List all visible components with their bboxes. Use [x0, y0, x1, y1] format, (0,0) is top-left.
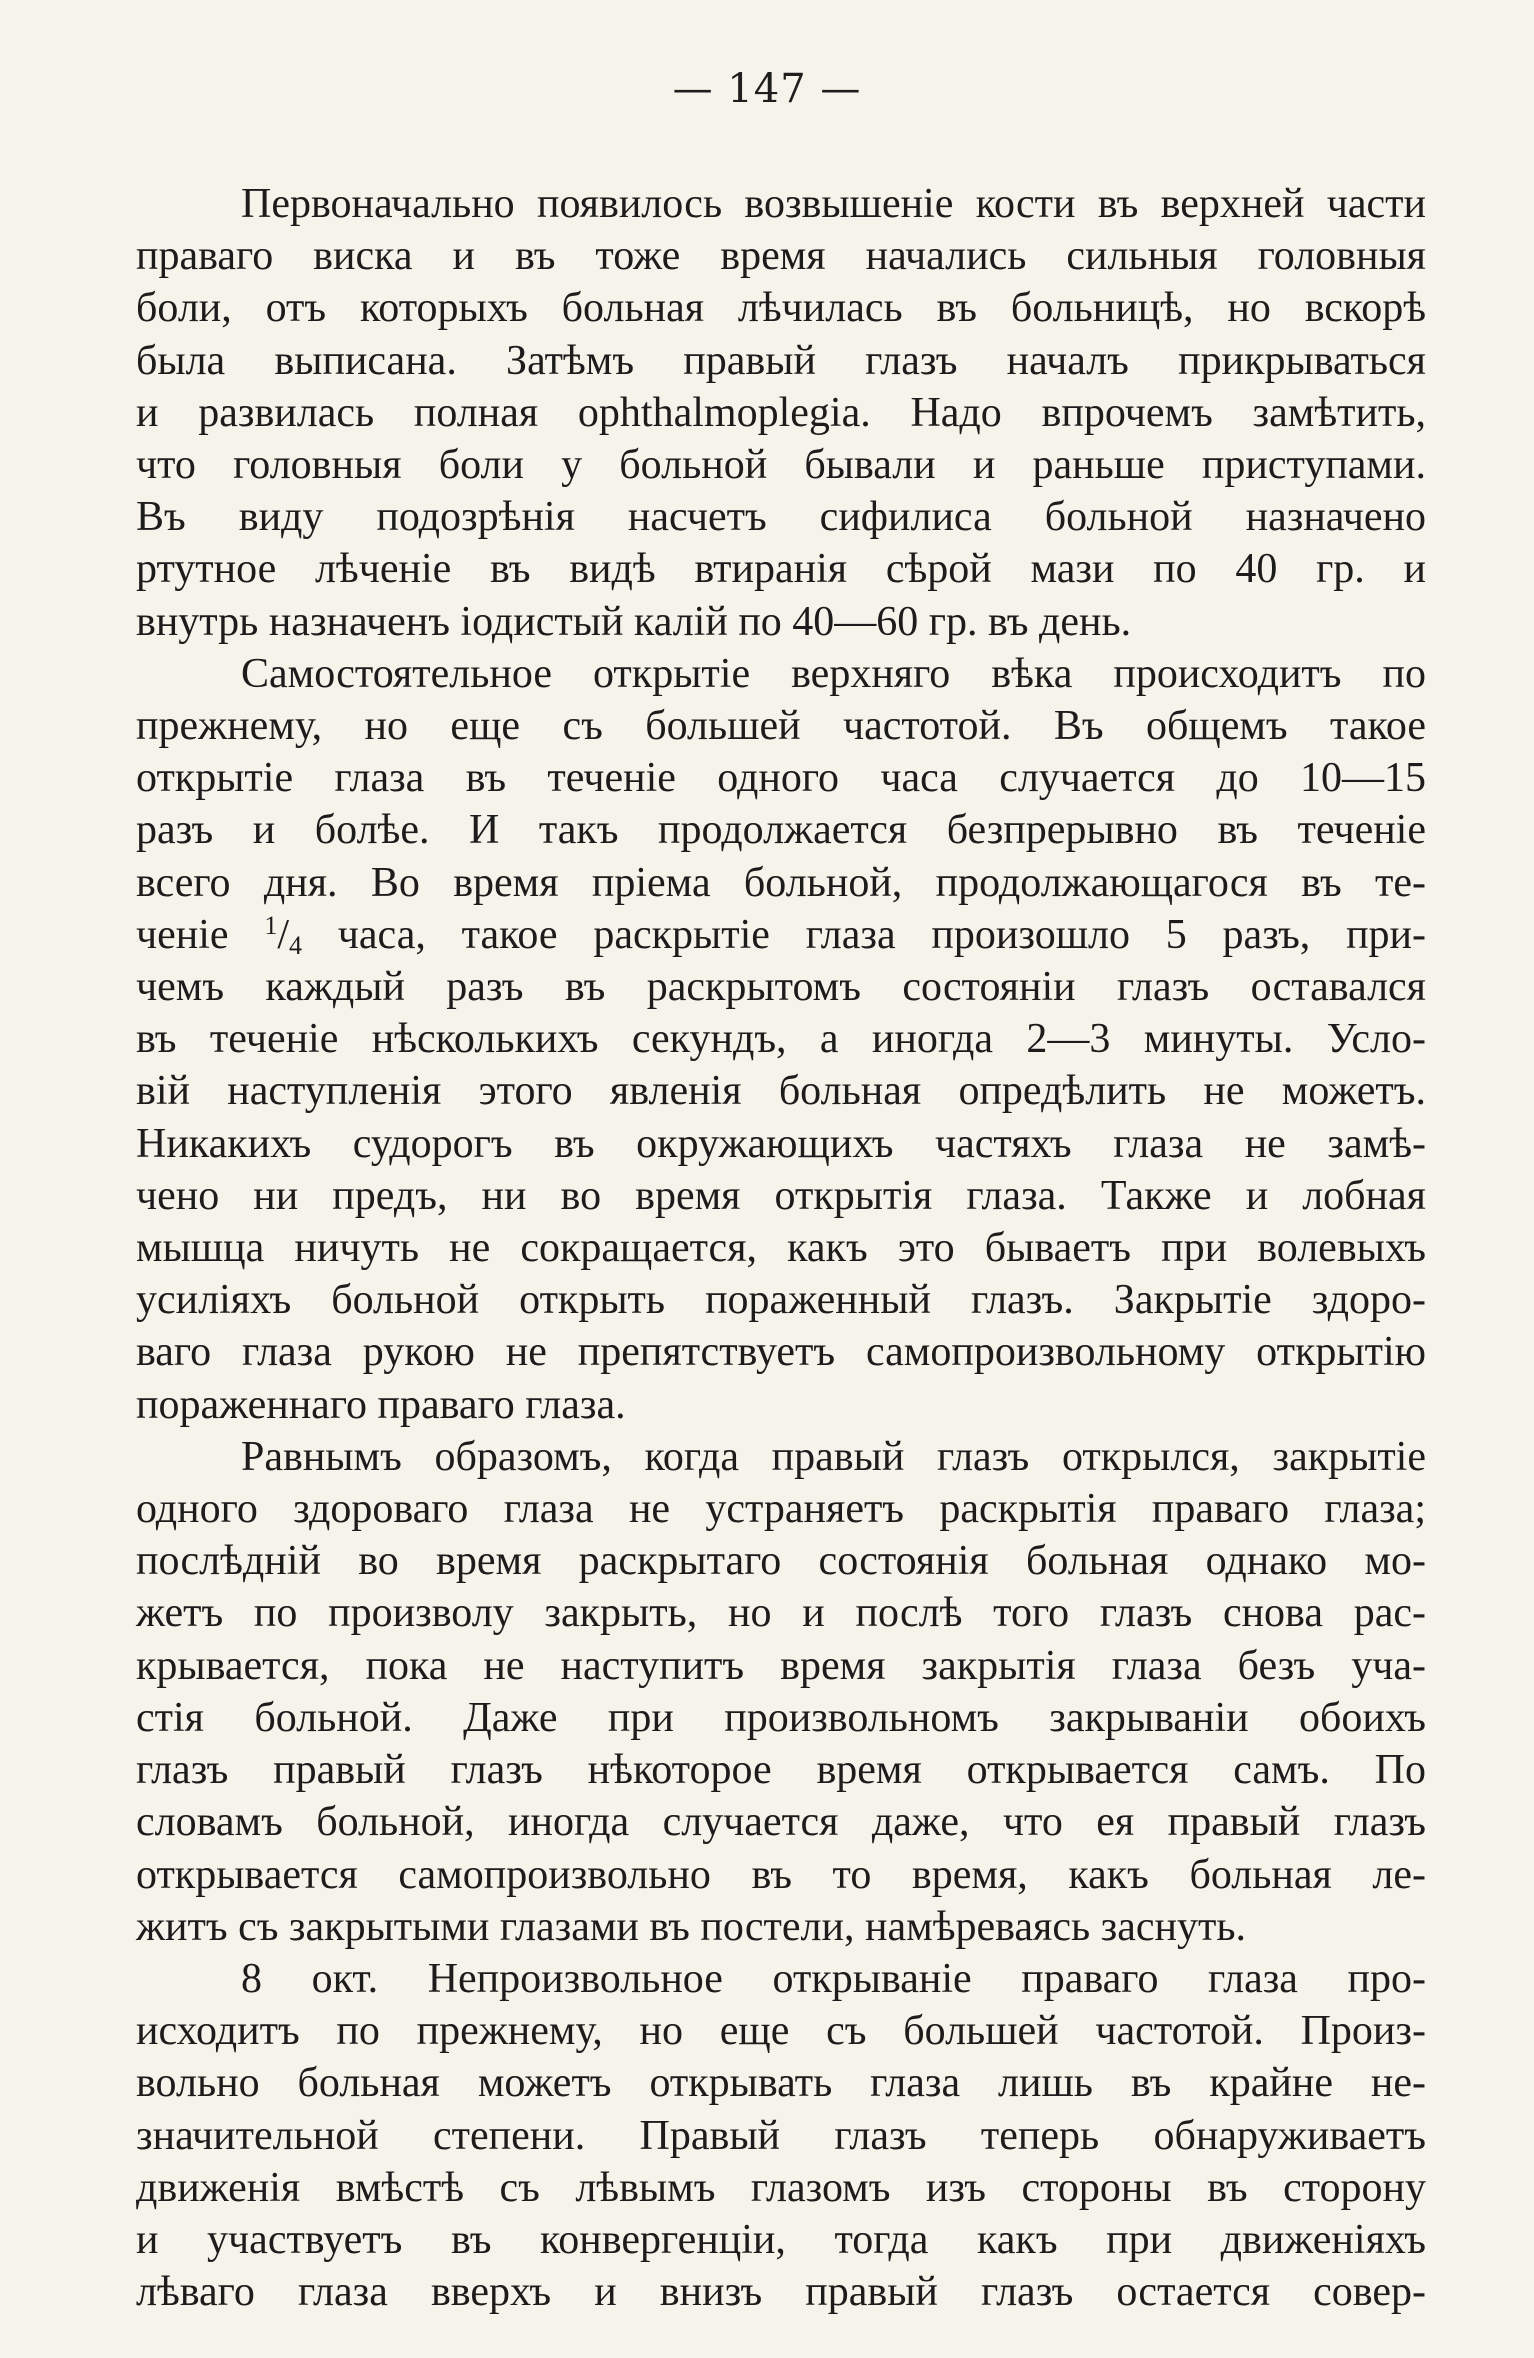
text-line: и участвуетъ въ конвергенціи, тогда какъ при движеніяхъ: [136, 2216, 1426, 2263]
paragraph: [136, 1953, 1426, 2318]
text-line: ртутное лѣченіе въ видѣ втиранія сѣрой мази по 40 гр. и: [136, 546, 1426, 593]
text-line: и развилась полная ophthalmoplegia. Надо впрочемъ замѣтить,: [136, 389, 1426, 436]
text-line: лѣваго глаза вверхъ и внизъ правый глазъ остается совер-: [136, 2269, 1426, 2316]
text-line: праваго виска и въ тоже время начались сильныя головныя: [136, 233, 1426, 280]
text-line: ваго глаза рукою не препятствуетъ самопроизвольному открытію: [136, 1329, 1426, 1376]
text-line: внутрь назначенъ іодистый калій по 40—60 гр. въ день.: [136, 598, 1132, 645]
text-line: Въ виду подозрѣнія насчетъ сифилиса больной назначено: [136, 494, 1426, 541]
text-line: въ теченіе нѣсколькихъ секундъ, а иногда 2—3 минуты. Усло-: [136, 1016, 1426, 1063]
text-line: [136, 909, 1426, 961]
text-line: всего дня. Во время пріема больной, продолжающагося въ те-: [136, 859, 1426, 906]
text-line: крывается, пока не наступитъ время закрытія глаза безъ уча-: [136, 1642, 1426, 1689]
text-line: открывается самопроизвольно въ то время, какъ больная ле-: [136, 1851, 1426, 1898]
text-line: 8 окт. Непроизвольное открываніе праваго глаза про-: [241, 1955, 1426, 2002]
text-line: боли, отъ которыхъ больная лѣчилась въ больницѣ, но вскорѣ: [136, 285, 1426, 332]
text-line: одного здороваго глаза не устраняетъ раскрытія праваго глаза;: [136, 1486, 1426, 1533]
text-line: глазъ правый глазъ нѣкоторое время открывается самъ. По: [136, 1747, 1426, 1794]
text-line: чено ни предъ, ни во время открытія глаза. Также и лобная: [136, 1172, 1426, 1219]
text-line: движенія вмѣстѣ съ лѣвымъ глазомъ изъ стороны въ сторону: [136, 2164, 1426, 2211]
fraction-denominator: 4: [289, 930, 303, 960]
text-line: чемъ каждый разъ въ раскрытомъ состояніи глазъ оставался: [136, 964, 1426, 1011]
frac-line-after: часа, такое раскрытіе глаза произошло 5 разъ, при-: [302, 911, 1427, 958]
text-line: Первоначально появилось возвышеніе кости въ верхней части: [241, 181, 1426, 227]
text-line: вій наступленія этого явленія больная опредѣлить не можетъ.: [136, 1068, 1426, 1115]
paragraph: [136, 178, 1426, 648]
text-line: Никакихъ судорогъ въ окружающихъ частяхъ глаза не замѣ-: [136, 1120, 1426, 1167]
text-line: что головныя боли у больной бывали и раньше приступами.: [136, 442, 1426, 489]
text-line: прежнему, но еще съ большей частотой. Въ общемъ такое: [136, 703, 1426, 750]
fraction-numerator: 1: [264, 910, 278, 940]
fraction-separator: /: [277, 911, 290, 958]
text-line: стія больной. Даже при произвольномъ закрываніи обоихъ: [136, 1694, 1426, 1741]
text-line: была выписана. Затѣмъ правый глазъ началъ прикрываться: [136, 337, 1426, 384]
paragraph: [136, 648, 1426, 1431]
text-line: мышца ничуть не сокращается, какъ это бываетъ при волевыхъ: [136, 1225, 1426, 1272]
text-line: послѣдній во время раскрытаго состоянія больная однако мо-: [136, 1538, 1426, 1585]
text-line: Самостоятельное открытіе верхняго вѣка происходитъ по: [241, 650, 1426, 697]
paragraph: [136, 1431, 1426, 1953]
text-line: исходитъ по прежнему, но еще съ большей частотой. Произ-: [136, 2008, 1426, 2055]
page-number: — 147 —: [672, 66, 862, 112]
text-line: жетъ по произволу закрыть, но и послѣ того глазъ снова рас-: [136, 1590, 1426, 1637]
text-line: усиліяхъ больной открыть пораженный глазъ. Закрытіе здоро-: [136, 1277, 1426, 1324]
text-line: значительной степени. Правый глазъ теперь обнаруживаетъ: [136, 2112, 1426, 2159]
text-line: Равнымъ образомъ, когда правый глазъ открылся, закрытіе: [241, 1433, 1426, 1480]
frac-line-before: ченіе: [136, 911, 265, 958]
text-line: житъ съ закрытыми глазами въ постели, намѣреваясь заснуть.: [136, 1903, 1247, 1950]
text-line: разъ и болѣе. И такъ продолжается безпрерывно въ теченіе: [136, 807, 1426, 854]
text-line: открытіе глаза въ теченіе одного часа случается до 10—15: [136, 755, 1426, 802]
body-text: [136, 178, 1426, 2318]
text-line: вольно больная можетъ открывать глаза лишь въ крайне не-: [136, 2060, 1426, 2107]
text-line: словамъ больной, иногда случается даже, что ея правый глазъ: [136, 1799, 1426, 1846]
text-line: пораженнаго праваго глаза.: [136, 1381, 626, 1428]
